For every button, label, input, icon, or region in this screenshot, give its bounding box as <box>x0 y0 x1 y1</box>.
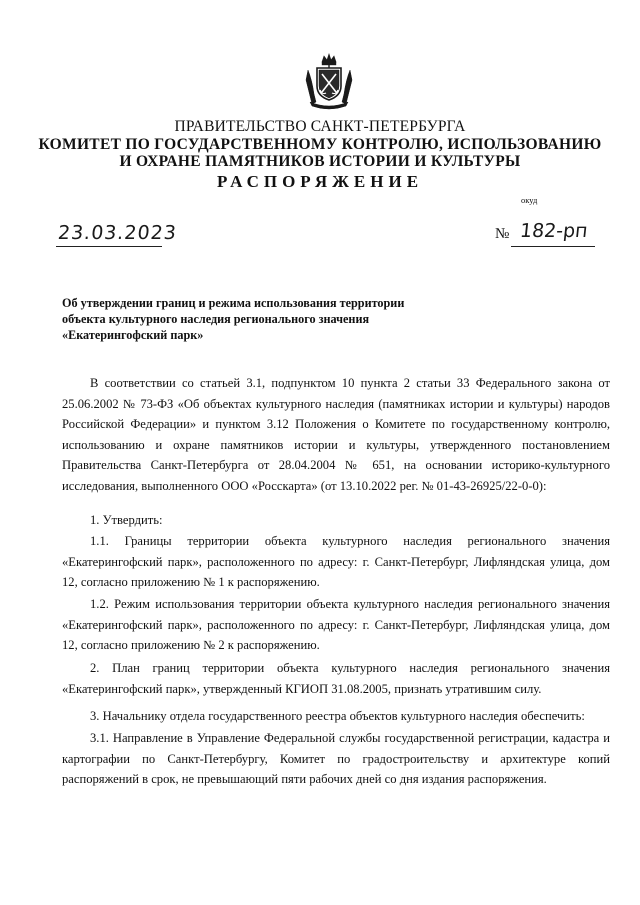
paragraph-2: 2. План границ территории объекта культурного наследия регионального значения «Екатерингофский парк», утвержденный КГИОП 31.08.2005, признать утратившим силу. <box>62 661 610 696</box>
paragraph-1-1: 1.1. Границы территории объекта культурного наследия регионального значения «Екатерингофский парк», расположенного по адресу: г. Санкт-Петербург, Лифляндская улица, дом 12, согласно приложению № 1 к распоряжению. <box>62 534 610 589</box>
committee-name-line-2: И ОХРАНЕ ПАМЯТНИКОВ ИСТОРИИ И КУЛЬТУРЫ <box>119 153 521 170</box>
document-type: РАСПОРЯЖЕНИЕ <box>216 172 424 191</box>
coat-of-arms-icon <box>300 52 358 110</box>
number-underline <box>511 246 595 247</box>
document-date: 23.03.2023 <box>56 222 178 244</box>
committee-name-line-1: КОМИТЕТ ПО ГОСУДАРСТВЕННОМУ КОНТРОЛЮ, ИСПОЛЬЗОВАНИЮ <box>38 136 602 153</box>
subject-line-3: «Екатерингофский парк» <box>62 327 204 342</box>
paragraph-3: 3. Начальнику отдела государственного реестра объектов культурного наследия обеспечить: <box>90 709 585 723</box>
okud-label: окуд <box>521 195 538 205</box>
paragraph-3-1: 3.1. Направление в Управление Федеральной службы государственной регистрации, кадастра и картографии по Санкт-Петербургу, Комитет по градостроительству и архитектуре копий распоряжений в срок, не превышающий пяти рабочих дней со дня издания распоряжения. <box>62 731 610 786</box>
paragraph-1-2: 1.2. Режим использования территории объекта культурного наследия регионального значения «Екатерингофский парк», расположенного по адресу: г. Санкт-Петербург, Лифляндская улица, дом 12, согласно приложению № 2 к распоряжению. <box>62 597 610 652</box>
subject-line-1: Об утверждении границ и режима использования территории <box>62 296 405 310</box>
paragraph-1: 1. Утвердить: <box>90 513 163 527</box>
preamble-paragraph: В соответствии со статьей 3.1, подпунктом 10 пункта 2 статьи 33 Федерального закона от 25.06.2002 № 73-ФЗ «Об объектах культурного наследия (памятниках истории и культуры) народов Российской Федерации» и пунктом 3.12 Положения о Комитете по государственному контролю, использованию и охране памятников истории и культуры, утвержденного постановлением Правительства Санкт-Петербурга от 28.04.2004 № 651, на основании историко-культурного исследования, выполненного ООО «Росскарта» (от 13.10.2022 рег. № 01-43-26925/22-0-0): <box>62 376 610 493</box>
date-underline <box>56 246 162 247</box>
document-number: 182-рп <box>518 220 589 242</box>
subject-line-2: объекта культурного наследия регионального значения <box>62 311 370 326</box>
number-sign: № <box>495 226 510 242</box>
government-name: ПРАВИТЕЛЬСТВО САНКТ-ПЕТЕРБУРГА <box>174 118 466 135</box>
document-subject <box>62 296 462 343</box>
